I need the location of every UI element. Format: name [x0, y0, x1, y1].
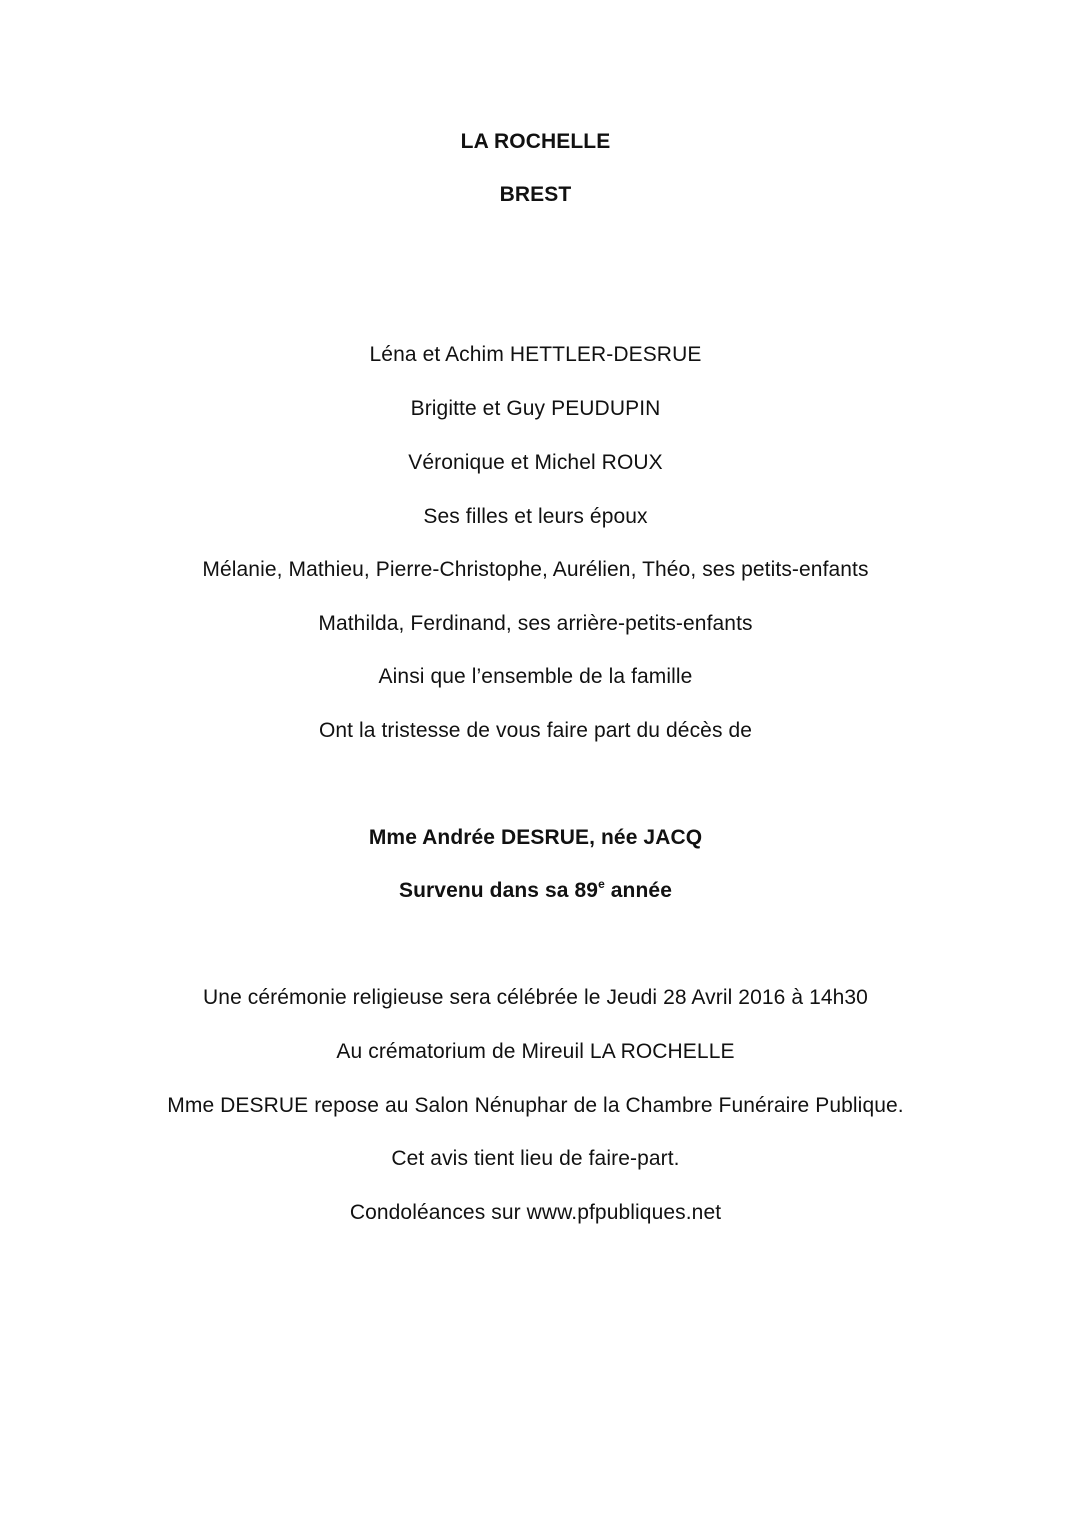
condolences-line: Condoléances sur www.pfpubliques.net [349, 1201, 722, 1224]
ceremony-line-3: Mme DESRUE repose au Salon Nénuphar de la Chambre Funéraire Publique. [167, 1094, 904, 1117]
announcement-line: Ont la tristesse de vous faire part du décès de [318, 719, 753, 742]
deceased-age-suffix: année [604, 879, 672, 902]
ceremony-line-1: Une cérémonie religieuse sera célébrée le Jeudi 28 Avril 2016 à 14h30 [203, 986, 868, 1009]
family-line-7: Ainsi que l’ensemble de la famille [378, 665, 693, 688]
ceremony-line-2: Au crématorium de Mireuil LA ROCHELLE [336, 1040, 735, 1063]
family-line-1: Léna et Achim HETTLER-DESRUE [369, 343, 702, 366]
family-line-6: Mathilda, Ferdinand, ses arrière-petits-enfants [318, 612, 753, 635]
family-line-3: Véronique et Michel ROUX [408, 451, 663, 474]
family-line-2: Brigitte et Guy PEUDUPIN [410, 397, 661, 420]
deceased-age [0, 878, 1071, 904]
city-heading-brest: BREST [499, 183, 572, 206]
deceased-age-superscript: e [598, 877, 605, 891]
family-line-4: Ses filles et leurs époux [423, 505, 648, 528]
ceremony-line-4: Cet avis tient lieu de faire-part. [391, 1147, 680, 1170]
family-line-5: Mélanie, Mathieu, Pierre-Christophe, Aurélien, Théo, ses petits-enfants [202, 558, 869, 581]
deceased-name: Mme Andrée DESRUE, née JACQ [368, 826, 703, 849]
deceased-age-prefix: Survenu dans sa 89 [399, 879, 599, 902]
city-heading-la-rochelle: LA ROCHELLE [460, 130, 611, 153]
